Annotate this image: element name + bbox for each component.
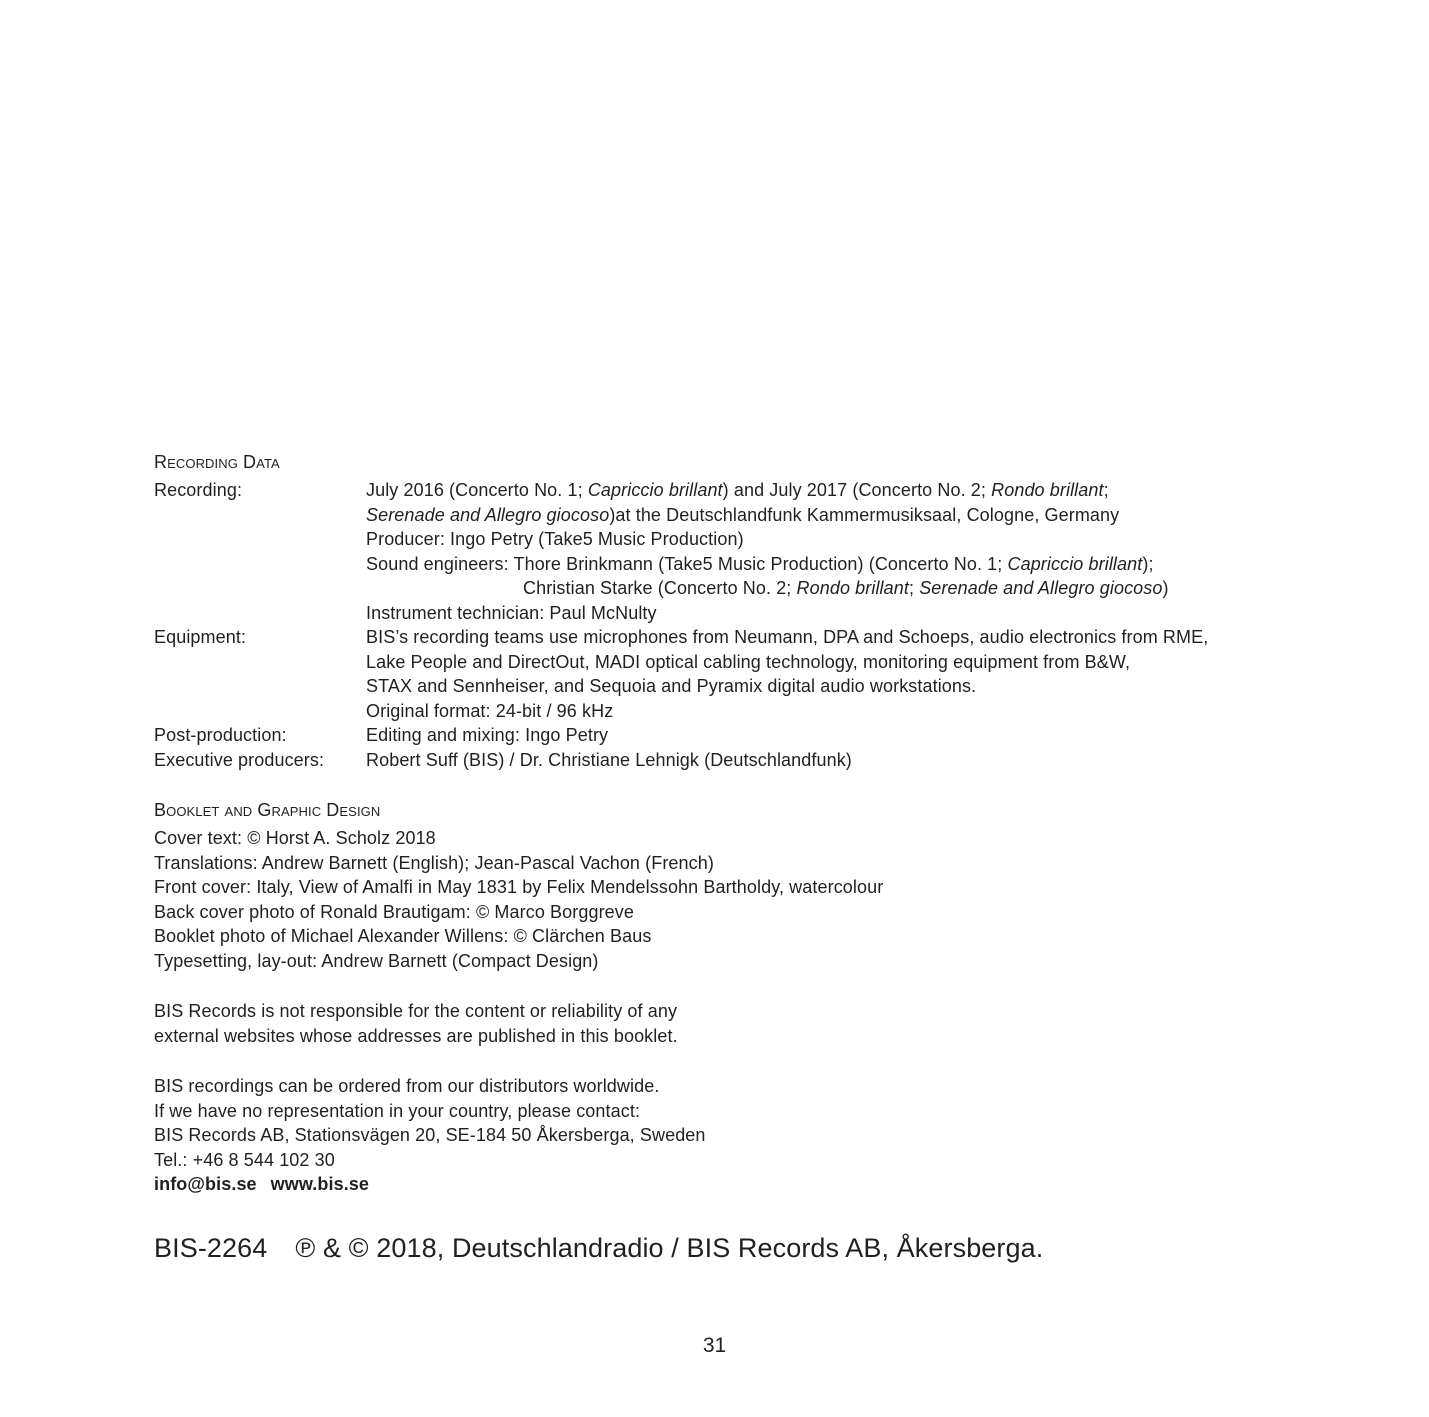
recording-text: ): [1162, 578, 1169, 598]
producer-line: Producer: Ingo Petry (Take5 Music Production): [366, 529, 744, 549]
work-title: Capriccio brillant: [587, 480, 723, 500]
recording-text: July 2016 (Concerto No. 1;: [366, 480, 588, 500]
work-title: Rondo brillant: [991, 480, 1104, 500]
booklet-design-section: [154, 798, 1304, 973]
work-title: Serenade and Allegro giocoso: [366, 504, 610, 525]
recording-line-2: [366, 503, 1304, 528]
catalog-number: BIS-2264: [154, 1233, 268, 1263]
recording-text: ;: [1103, 480, 1109, 500]
contact-line-2: If we have no representation in your country, please contact:: [154, 1100, 641, 1121]
contact-phone: Tel.: +46 8 544 102 30: [154, 1149, 335, 1170]
copyright-notice: ℗ & © 2018, Deutschlandradio / BIS Records AB, Åkersberga.: [295, 1233, 1044, 1263]
contact-links: [154, 1172, 1304, 1197]
website-link[interactable]: www.bis.se: [270, 1174, 370, 1194]
sound-engineers-line-1: [366, 552, 1304, 577]
original-format-line: Original format: 24-bit / 96 kHz: [366, 700, 614, 721]
equipment-line-2: Lake People and DirectOut, MADI optical cabling technology, monitoring equipment from B&W,: [366, 651, 1131, 672]
equipment-value: [366, 625, 1304, 723]
email-link[interactable]: info@bis.se: [154, 1174, 257, 1194]
work-title: Capriccio brillant: [1007, 553, 1143, 574]
work-title: Rondo brillant: [796, 578, 909, 598]
recording-data-heading: Recording Data: [154, 452, 280, 472]
booklet-credits: [154, 826, 1304, 973]
recording-text: Thore Brinkmann (Take5 Music Production) (Concerto No. 1;: [513, 553, 1008, 574]
copyright-footer: [154, 1230, 1043, 1266]
technician-line: Instrument technician: Paul McNulty: [366, 602, 657, 623]
recording-data-section: [154, 450, 1304, 772]
recording-value: [366, 478, 1304, 625]
contact-section: [154, 1074, 1304, 1197]
cover-text-credit: Cover text: © Horst A. Scholz 2018: [154, 828, 436, 848]
back-cover-credit: Back cover photo of Ronald Brautigam: © Marco Borggreve: [154, 901, 634, 922]
typesetting-credit: Typesetting, lay-out: Andrew Barnett (Compact Design): [154, 950, 599, 971]
page-number: 31: [702, 1334, 727, 1357]
recording-text: ;: [908, 578, 920, 598]
recording-text: ) and July 2017 (Concerto No. 2;: [722, 480, 992, 500]
equipment-line-1: BIS’s recording teams use microphones from Neumann, DPA and Schoeps, audio electronics from RME,: [366, 627, 1209, 647]
recording-text: Christian Starke (Concerto No. 2;: [523, 578, 797, 598]
disclaimer-line-2: external websites whose addresses are published in this booklet.: [154, 1025, 678, 1046]
recording-line-1: [366, 478, 1304, 503]
front-cover-credit: Front cover: Italy, View of Amalfi in May 1831 by Felix Mendelssohn Bartholdy, watercolour: [154, 877, 884, 897]
disclaimer-line-1: BIS Records is not responsible for the content or reliability of any: [154, 1001, 678, 1021]
sound-engineers-line-2: [366, 576, 1304, 601]
post-production-value: Editing and mixing: Ingo Petry: [366, 725, 609, 745]
translations-credit: Translations: Andrew Barnett (English); Jean-Pascal Vachon (French): [154, 852, 714, 873]
booklet-design-heading: Booklet and Graphic Design: [154, 800, 381, 820]
equipment-line-3: STAX and Sennheiser, and Sequoia and Pyramix digital audio workstations.: [366, 676, 977, 696]
disclaimer-section: [154, 999, 1304, 1048]
post-production-label: Post-production:: [154, 725, 287, 745]
booklet-photo-credit: Booklet photo of Michael Alexander Willens: © Clärchen Baus: [154, 926, 652, 946]
contact-line-1: BIS recordings can be ordered from our distributors worldwide.: [154, 1076, 660, 1096]
recording-label: Recording:: [154, 480, 243, 500]
sound-engineers-label: Sound engineers:: [366, 553, 514, 574]
recording-row: [154, 478, 1304, 625]
recording-text: );: [1142, 553, 1154, 574]
executive-producers-row: [154, 748, 1304, 773]
contact-address: BIS Records AB, Stationsvägen 20, SE-184 50 Åkersberga, Sweden: [154, 1125, 706, 1145]
recording-text: )at the Deutschlandfunk Kammermusiksaal, Cologne, Germany: [609, 504, 1120, 525]
executive-producers-value: Robert Suff (BIS) / Dr. Christiane Lehnigk (Deutschlandfunk): [366, 749, 852, 770]
executive-producers-label: Executive producers:: [154, 749, 325, 770]
post-production-row: [154, 723, 1304, 748]
equipment-label: Equipment:: [154, 627, 247, 647]
work-title: Serenade and Allegro giocoso: [919, 578, 1163, 598]
equipment-row: [154, 625, 1304, 723]
